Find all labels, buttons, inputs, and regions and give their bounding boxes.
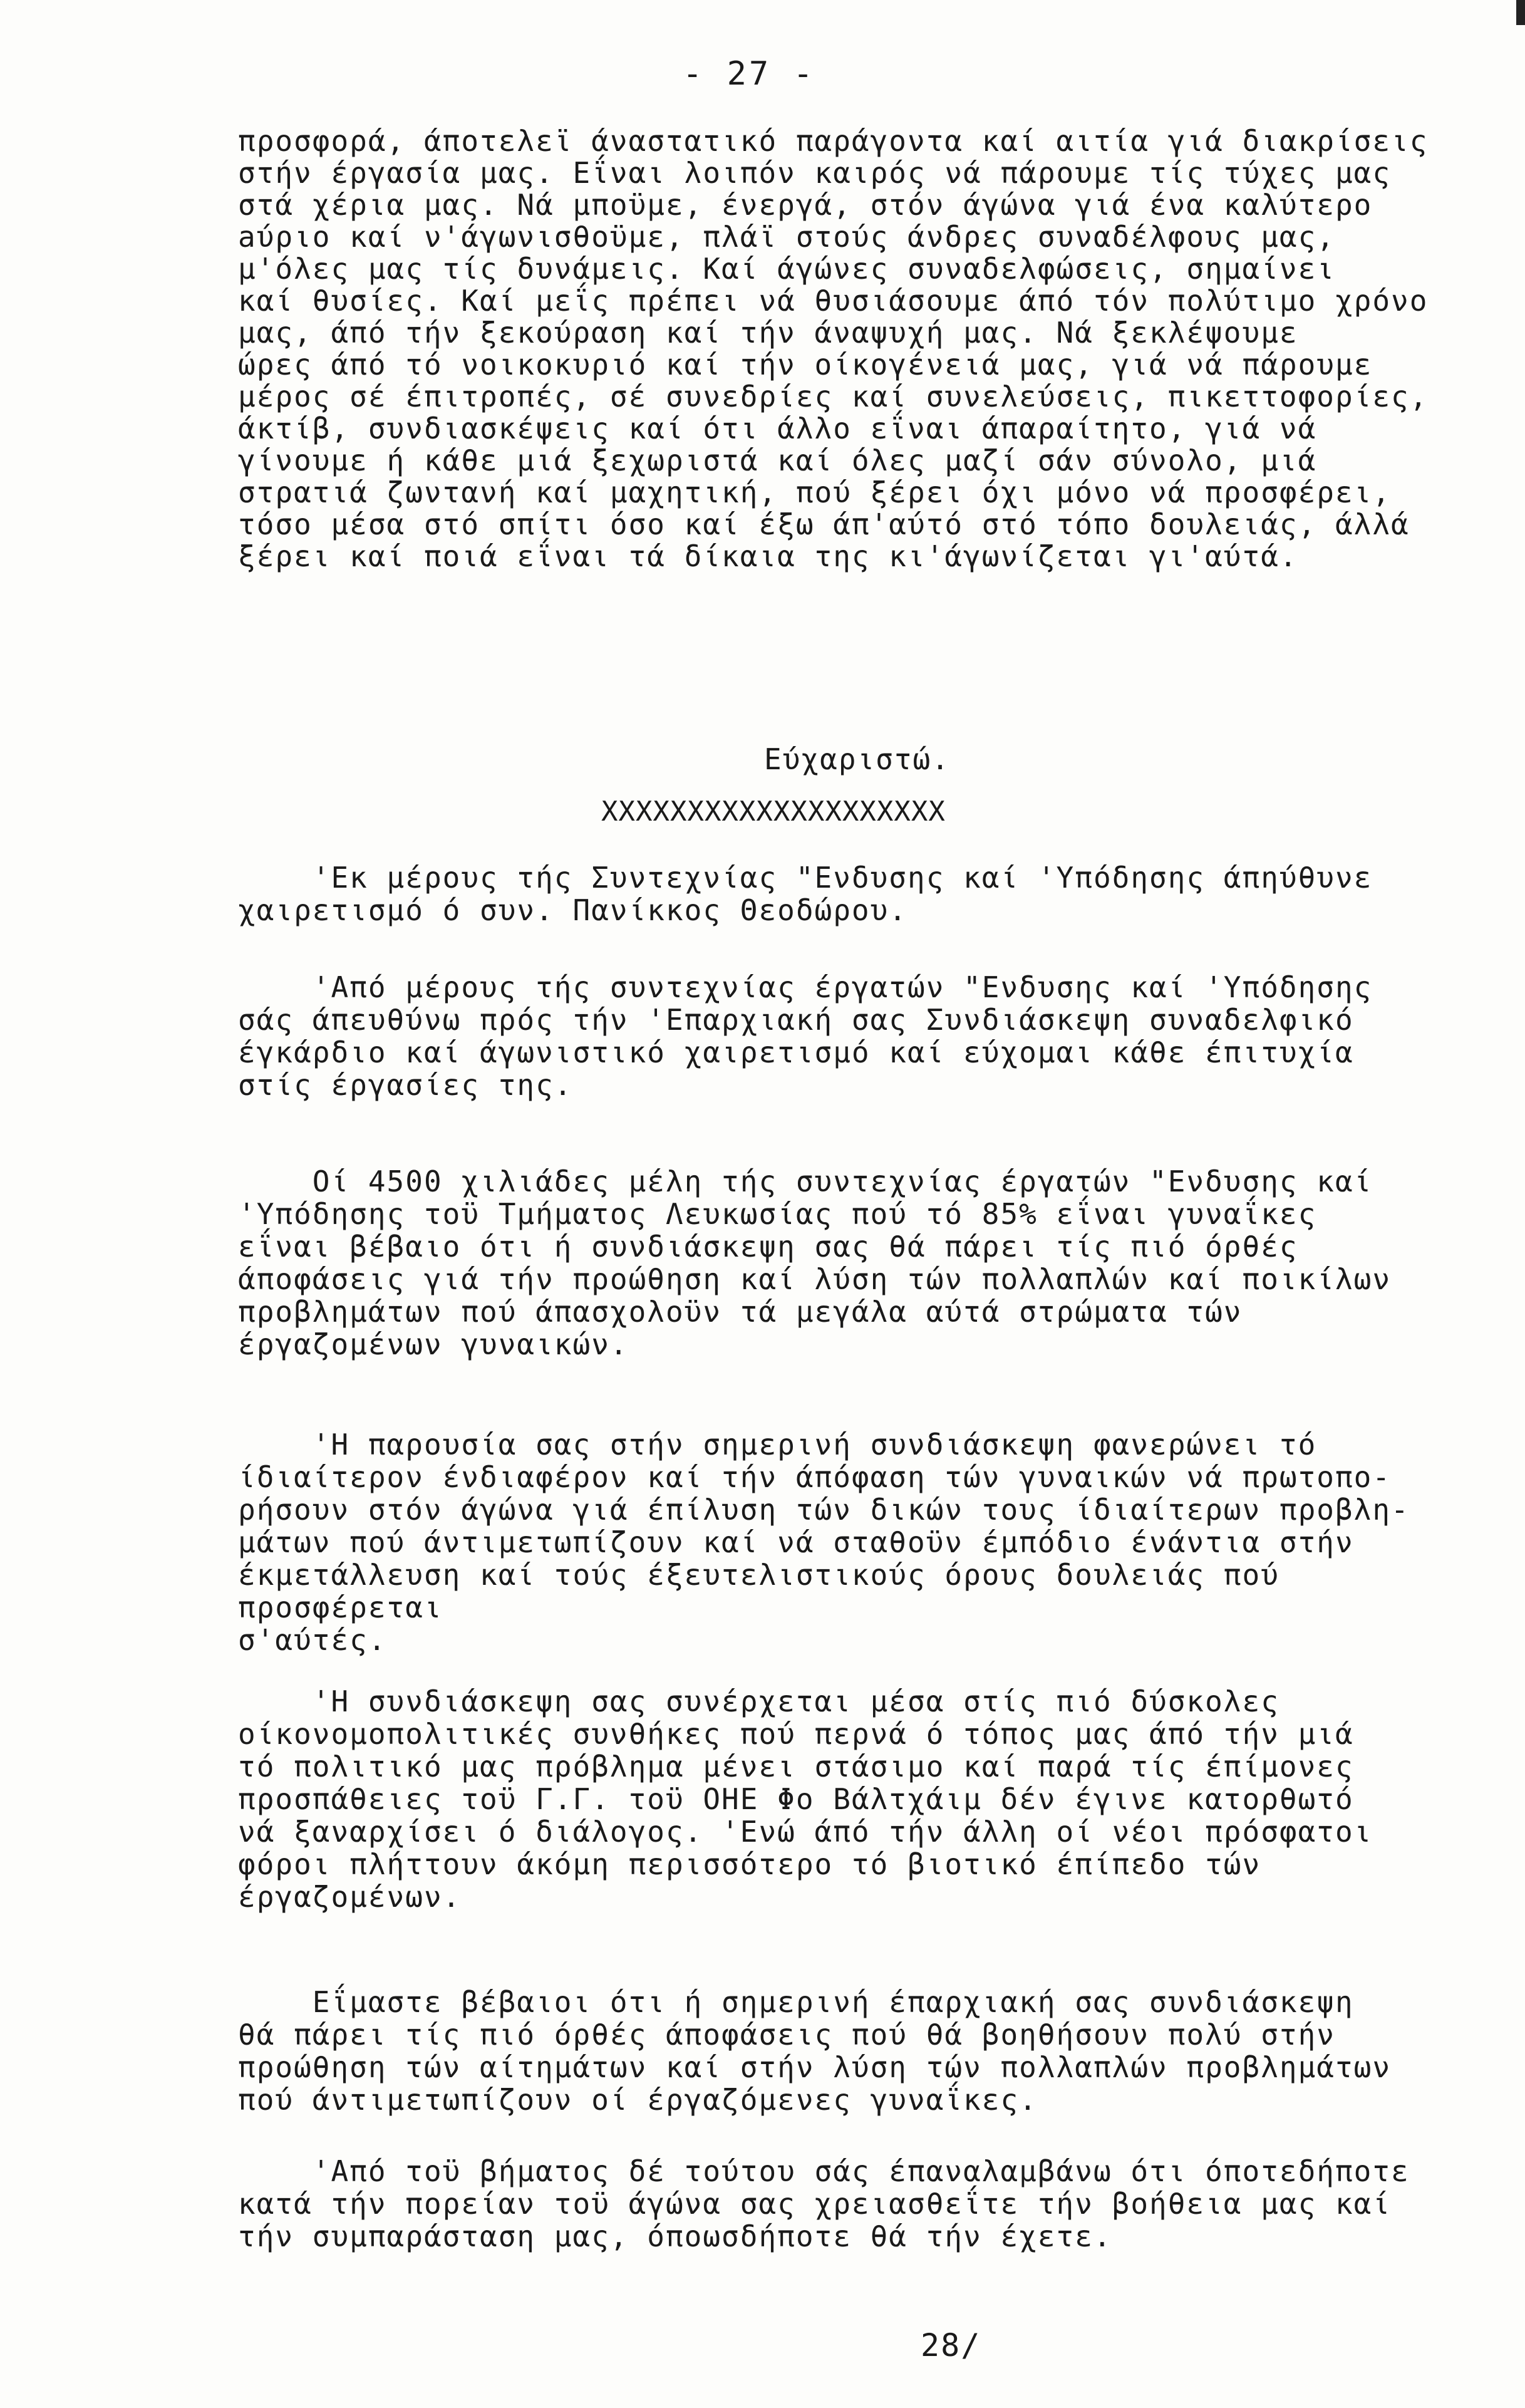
paragraph-2: 'Εκ μέρους τής Συντεχνίας "Ενδυσης καί 'Υπόδησης άπηύθυνε χαιρετισμό ό συν. Πανίκκος Θεοδώρου. bbox=[238, 861, 1373, 927]
paragraph-7: Εΐμαστε βέβαιοι ότι ή σημερινή έπαρχιακή σας συνδιάσκεψη θά πάρει τίς πιό όρθές άποφάσεις πού θά βοηθήσουν πολύ στήν προώθηση τών αίτημάτων καί στήν λύση τών πολλαπλών προβλημάτων πού άντιμετωπίζουν οί έργαζόμενες γυναΐκες. bbox=[238, 1985, 1392, 2117]
page-number-top: - 27 - bbox=[683, 55, 815, 93]
thanks-line: Εύχαριστώ. bbox=[764, 742, 950, 776]
paragraph-8: 'Από τοϋ βήματος δέ τούτου σάς έπαναλαμβάνω ότι όποτεδήποτε κατά τήν πορείαν τοϋ άγώνα σας χρειασθεΐτε τήν βοήθεια μας καί τήν συμπαράσταση μας, όποωσδήποτε θά τήν έχετε. bbox=[238, 2154, 1410, 2253]
scan-edge-mark bbox=[1516, 0, 1525, 25]
paragraph-3: 'Από μέρους τής συντεχνίας έργατών "Ενδυσης καί 'Υπόδησης σάς άπευθύνω πρός τήν 'Επαρχιακή σας Συνδιάσκεψη συναδελφικό έγκάρδιο καί άγωνιστικό χαιρετισμό καί εύχομαι κάθε έπιτυχία στίς έργασίες της. bbox=[238, 970, 1373, 1102]
paragraph-4: Οί 4500 χιλιάδες μέλη τής συντεχνίας έργατών "Ενδυσης καί 'Υπόδησης τοϋ Τμήματος Λευκωσίας πού τό 85% εΐναι γυναΐκες εΐναι βέβαιο ότι ή συνδιάσκεψη σας θά πάρει τίς πιό όρθές άποφάσεις γιά τήν προώθηση καί λύση τών πολλαπλών καί ποικίλων προβλημάτων πού άπασχολοϋν τά μεγάλα αύτά στρώματα τών έργαζομένων γυναικών. bbox=[238, 1165, 1392, 1361]
section-separator: XXXXXXXXXXXXXXXXXXXX bbox=[601, 796, 946, 828]
paragraph-5: 'Η παρουσία σας στήν σημερινή συνδιάσκεψη φανερώνει τό ίδιαίτερον ένδιαφέρον καί τήν άπόφαση τών γυναικών νά πρωτοπο- ρήσουν στόν άγώνα γιά έπίλυση τών δικών τους ίδιαίτερων προβλη- μάτων πού άντιμετωπίζουν καί νά σταθοϋν έμπόδιο ένάντια στήν έκμετάλλευση καί τούς έξευτελιστικούς όρους δουλειάς πού προσφέρεται σ'αύτές. bbox=[238, 1428, 1410, 1657]
paragraph-1: προσφορά, άποτελεϊ άναστατικό παράγοντα καί αιτία γιά διακρίσεις στήν έργασία μας. Εΐναι λοιπόν καιρός νά πάρουμε τίς τύχες μας στά χέρια μας. Νά μποϋμε, ένεργά, στόν άγώνα γιά ένα καλύτερο aύριο καί ν'άγωνισθοϋμε, πλάϊ στούς άνδρες συναδέλφους μας, μ'όλες μας τίς δυνάμεις. Καί άγώνες συναδελφώσεις, σημαίνει καί θυσίες. Καί μεΐς πρέπει νά θυσιάσουμε άπό τόν πολύτιμο χρόνο μας, άπό τήν ξεκούραση καί τήν άναψυχή μας. Νά ξεκλέψουμε ώρες άπό τό νοικοκυριό καί τήν οίκογένειά μας, γιά νά πάρουμε μέρος σέ έπιτροπές, σέ συνεδρίες καί συνελεύσεις, πικεττοφορίες, άκτίβ, συνδιασκέψεις καί ότι άλλο εΐναι άπαραίτητο, γιά νά γίνουμε ή κάθε μιά ξεχωριστά καί όλες μαζί σάν σύνολο, μιά στρατιά ζωντανή καί μαχητική, πού ξέρει όχι μόνο νά προσφέρει, τόσο μέσα στό σπίτι όσο καί έξω άπ'αύτό στό τόπο δουλειάς, άλλά ξέρει καί ποιά εΐναι τά δίκαια της κι'άγωνίζεται γι'αύτά. bbox=[238, 124, 1429, 573]
page-number-bottom: 28/ bbox=[921, 2327, 981, 2364]
paragraph-6: 'Η συνδιάσκεψη σας συνέρχεται μέσα στίς πιό δύσκολες οίκονομοπολιτικές συνθήκες πού περνά ό τόπος μας άπό τήν μιά τό πολιτικό μας πρόβλημα μένει στάσιμο καί παρά τίς έπίμονες προσπάθειες τοϋ Γ.Γ. τοϋ ΟΗΕ Φο Βάλτχάιμ δέν έγινε κατορθωτό νά ξαναρχίσει ό διάλογος. 'Ενώ άπό τήν άλλη οί νέοι πρόσφατοι φόροι πλήττουν άκόμη περισσότερο τό βιοτικό έπίπεδο τών έργαζομένων. bbox=[238, 1684, 1373, 1914]
